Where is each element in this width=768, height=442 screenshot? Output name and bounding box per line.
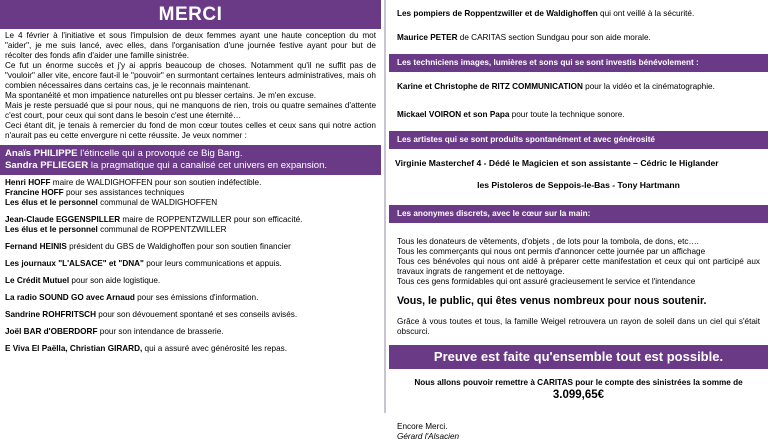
anonymous-line: Tous les donateurs de vêtements, d'objets , de lots pour la tombola, de dons, etc…. [397,236,699,246]
intro-text [0,29,381,141]
thanks-text: de CARITAS section Sundgau pour son aide morale. [457,33,651,42]
artists-line: Virginie Masterchef 4 - Dédé le Magicien et son assistante – Cédric le Higlander [395,158,719,168]
thanks-text: pour leurs communications et appuis. [143,259,282,269]
thanks-line [389,0,768,19]
thanks-text: communal de ROPPENTZWILLER [97,225,227,235]
intro-paragraph: Le 4 février à l'initiative et sous l'impulsion de deux femmes ayant une haute conception du mot "aider", je me suis lancé, avec elles, dans l'organisation d'une journée festive ayant pour but de récolter des fonds afin d'aider une famille sinistrée. [5,31,376,60]
thanks-text: qui a assuré avec générosité les repas. [142,344,287,354]
thanks-line [5,188,376,198]
thanks-text: président du GBS de Waldighoffen pour son soutien financier [66,242,291,252]
thanks-entry [5,344,376,354]
thanks-name: Les élus et le personnel [5,225,98,235]
thanks-name: Joël BAR d'OBERDORF [5,327,98,337]
highlight-text: l'étincelle qui a provoqué ce Big Bang. [77,148,243,159]
thanks-list [0,175,381,354]
divider-bar [384,0,386,413]
thanks-entry [5,310,376,320]
thanks-text: qui ont veillé à la sécurité. [597,9,695,18]
highlight-name: Sandra PFLIEGER [5,159,89,171]
signature-name: Gérard l'Alsacien [397,431,460,441]
thanks-entry [5,259,376,269]
anonymous-line: Tous ces bénévoles qui nous ont aidé à préparer cette manifestation et ceux qui ont participé aux travaux ingrats de rangement et de nettoyage. [397,256,760,276]
highlight-line [5,160,376,172]
thanks-line [389,72,768,92]
thanks-text: pour son dévouement spontané et ses conseils avisés. [95,310,298,320]
thanks-entry [5,293,376,303]
thanks-name: Francine HOFF [5,188,64,198]
signature [389,402,768,442]
thanks-text: pour toute la technique sonore. [509,110,625,119]
thanks-line [5,178,376,188]
thanks-text: pour ses assistances techniques [63,188,185,198]
thanks-line [5,276,376,286]
anonymous-list [389,223,768,287]
thanks-entry [5,276,376,286]
artists-line: les Pistoleros de Seppois-le-Bas - Tony Hartmann [477,180,680,191]
thanks-line [5,310,376,320]
thanks-name: Les pompiers de Roppentzwiller et de Waldighoffen [397,9,598,18]
anonymous-line: Tous ces gens formidables qui ont assuré gracieusement le service et l'intendance [397,276,696,286]
thanks-line [5,293,376,303]
thanks-name: E Viva El Paëlla, Christian GIRARD, [5,344,143,354]
artists-list [389,149,768,191]
highlight-line [5,148,376,160]
thanks-name: Sandrine ROHFRITSCH [5,310,96,320]
page-title: MERCI [0,0,381,29]
thanks-text: maire de WALDIGHOFFEN pour son soutien indéfectible. [50,178,262,188]
thanks-line [5,259,376,269]
section-header-technicians: Les techniciens images, lumières et sons qui se sont investis bénévolement : [389,54,768,72]
thanks-line [5,225,376,235]
thanks-name: Karine et Christophe de RITZ COMMUNICATION [397,82,583,91]
thanks-entry [5,242,376,252]
thanks-entry [5,178,376,208]
thanks-line [5,198,376,208]
intro-paragraph: Ma spontanéité et mon impatience naturelles ont pu blesser certains. Je m'en excuse. [5,91,317,100]
intro-paragraph: Mais je reste persuadé que si pour nous, qui ne manquons de rien, trois ou quatre semaines d'attente c'est court, pour ceux qui sont dans le besoin c'est une éternité… [5,101,376,120]
thanks-entry [5,215,376,235]
thanks-text: pour son intendance de brasserie. [97,327,224,337]
thanks-line [5,242,376,252]
grace-text: Grâce à vous toutes et tous, la famille Weigel retrouvera un rayon de soleil dans un ciel qui s'était obscurci. [397,316,760,336]
thanks-line [5,327,376,337]
left-column [0,0,381,413]
highlight-text: la pragmatique qui a canalisé cet univers en expansion. [88,159,328,171]
thanks-name: La radio SOUND GO avec Arnaud [5,293,135,303]
anonymous-line: Tous les commerçants qui nous ont permis d'annoncer cette journée par un affichage [397,246,706,256]
highlight-band [0,145,381,175]
thanks-name: Henri HOFF [5,178,51,188]
thanks-line [389,19,768,43]
intro-paragraph: Ce fut un énorme succès et j'y ai appris beaucoup de choses. Notamment qu'il ne suffit pas de "vouloir" aller vite, encore faut-il le "pouvoir" en surmontant certaines lenteurs administratives, mais oh combien nécessaires dans certains cas, je le reconnais maintenant. [5,61,376,90]
thanks-entry [5,327,376,337]
intro-paragraph: Ceci étant dit, je tenais à remercier du fond de mon cœur toutes celles et ceux sans qui notre action n'aurait pas eu cette envergure ni cette réussite. Je veux nommer : [5,121,376,140]
section-header-artists: Les artistes qui se sont produits spontanément et avec générosité [389,131,768,149]
thanks-line [5,215,376,225]
thanks-name: Jean-Claude EGGENSPILLER [5,215,121,225]
thanks-name: Fernand HEINIS [5,242,67,252]
highlight-name: Anaïs PHILIPPE [5,148,78,159]
thanks-name: Les journaux "L'ALSACE" et "DNA" [5,259,144,269]
thanks-name: Les élus et le personnel [5,198,98,208]
column-divider [381,0,389,413]
caritas-sentence: Nous allons pouvoir remettre à CARITAS pour le compte des sinistrées la somme de [414,377,743,387]
signature-merci: Encore Merci. [397,421,448,431]
thanks-name: Mickael VOIRON et son Papa [397,110,510,119]
thanks-line [5,344,376,354]
thanks-name: Le Crédit Mutuel [5,276,70,286]
thanks-text: communal de WALDIGHOFFEN [97,198,218,208]
thanks-text: pour ses émissions d'information. [134,293,259,303]
right-column [389,0,768,441]
proof-banner: Preuve est faite qu'ensemble tout est possible. [389,345,768,369]
thanks-text: pour la vidéo et la cinématographie. [582,82,715,91]
section-header-anonymous: Les anonymes discrets, avec le cœur sur la main: [389,205,768,223]
thanks-text: maire de ROPPENTZWILLER pour son efficacité. [120,215,303,225]
thanks-text: pour son aide logistique. [69,276,161,286]
caritas-text [389,369,768,402]
thanks-line [389,92,768,120]
thanks-name: Maurice PETER [397,33,458,42]
donation-amount: 3.099,65€ [552,388,605,401]
public-thanks: Vous, le public, qui êtes venus nombreux pour nous soutenir. [397,294,707,307]
